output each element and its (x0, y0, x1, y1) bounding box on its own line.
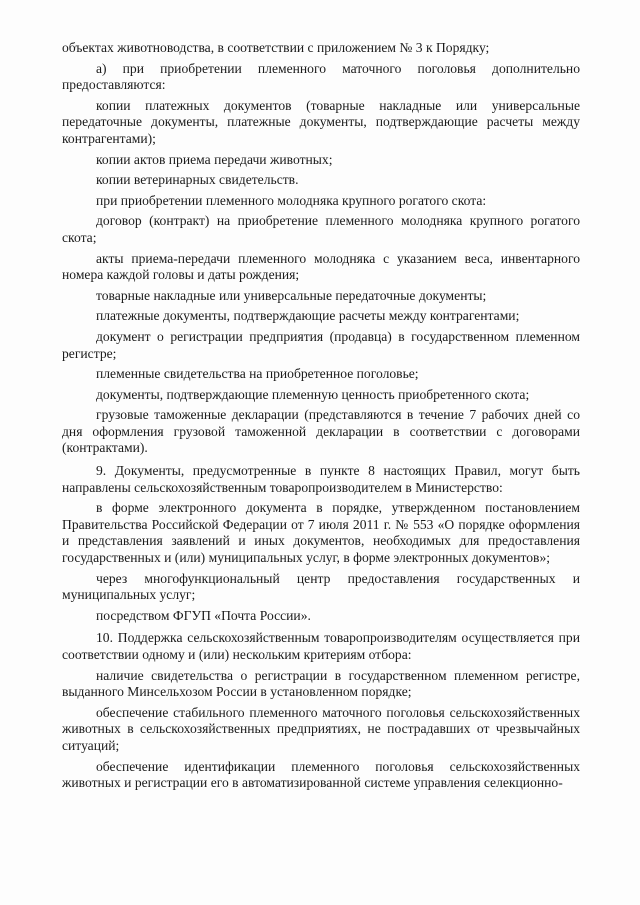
paragraph: акты приема-передачи племенного молодняка с указанием веса, инвентарного номера каждой головы и даты рождения; (62, 250, 580, 283)
paragraph: племенные свидетельства на приобретенное поголовье; (96, 366, 419, 382)
paragraph: наличие свидетельства о регистрации в государственном племенном регистре, выданного Минсельхозом России в установленном порядке; (62, 667, 580, 700)
paragraph: через многофункциональный центр предоставления государственных и муниципальных услуг; (62, 570, 580, 603)
paragraph: 10. Поддержка сельскохозяйственным товаропроизводителям осуществляется при соответствии одному и (или) нескольким критериям отбора: (62, 630, 580, 662)
paragraph: копии ветеринарных свидетельств. (96, 172, 299, 188)
document-body (62, 40, 580, 796)
paragraph: при приобретении племенного молодняка крупного рогатого скота: (96, 192, 487, 208)
paragraph: копии платежных документов (товарные накладные или универсальные передаточные документы, платежные документы, подтверждающие расчеты между контрагентами); (62, 97, 580, 146)
paragraph: объектах животноводства, в соответствии с приложением № 3 к Порядку; (62, 40, 490, 55)
paragraph: грузовые таможенные декларации (представляются в течение 7 рабочих дней со дня оформления грузовой таможенной декларации в соответствии с договорами (контрактами). (62, 407, 580, 456)
paragraph: 9. Документы, предусмотренные в пункте 8 настоящих Правил, могут быть направлены сельскохозяйственным товаропроизводителем в Министерство: (62, 463, 580, 495)
paragraph: обеспечение стабильного племенного маточного поголовья сельскохозяйственных животных в сельскохозяйственных предприятиях, не пострадавших от чрезвычайных ситуаций; (62, 704, 580, 753)
paragraph: в форме электронного документа в порядке, утвержденном постановлением Правительства Российской Федерации от 7 июля 2011 г. № 553 «О порядке оформления и представления заявлений и иных документов, необходимых для предоставления государственных и (или) муниципальных услуг, в форме электронных документов»; (62, 500, 580, 566)
paragraph: а) при приобретении племенного маточного поголовья дополнительно предоставляются: (62, 60, 580, 93)
paragraph: платежные документы, подтверждающие расчеты между контрагентами; (96, 308, 520, 324)
paragraph: товарные накладные или универсальные передаточные документы; (96, 287, 487, 303)
paragraph: документы, подтверждающие племенную ценность приобретенного скота; (96, 386, 530, 402)
paragraph: обеспечение идентификации племенного поголовья сельскохозяйственных животных и регистрации его в автоматизированной системе управления селекционно- (62, 758, 580, 791)
paragraph: копии актов приема передачи животных; (96, 151, 333, 167)
paragraph: посредством ФГУП «Почта России». (96, 607, 311, 623)
paragraph: договор (контракт) на приобретение племенного молодняка крупного рогатого скота; (62, 213, 580, 245)
paragraph: документ о регистрации предприятия (продавца) в государственном племенном регистре; (62, 328, 580, 361)
